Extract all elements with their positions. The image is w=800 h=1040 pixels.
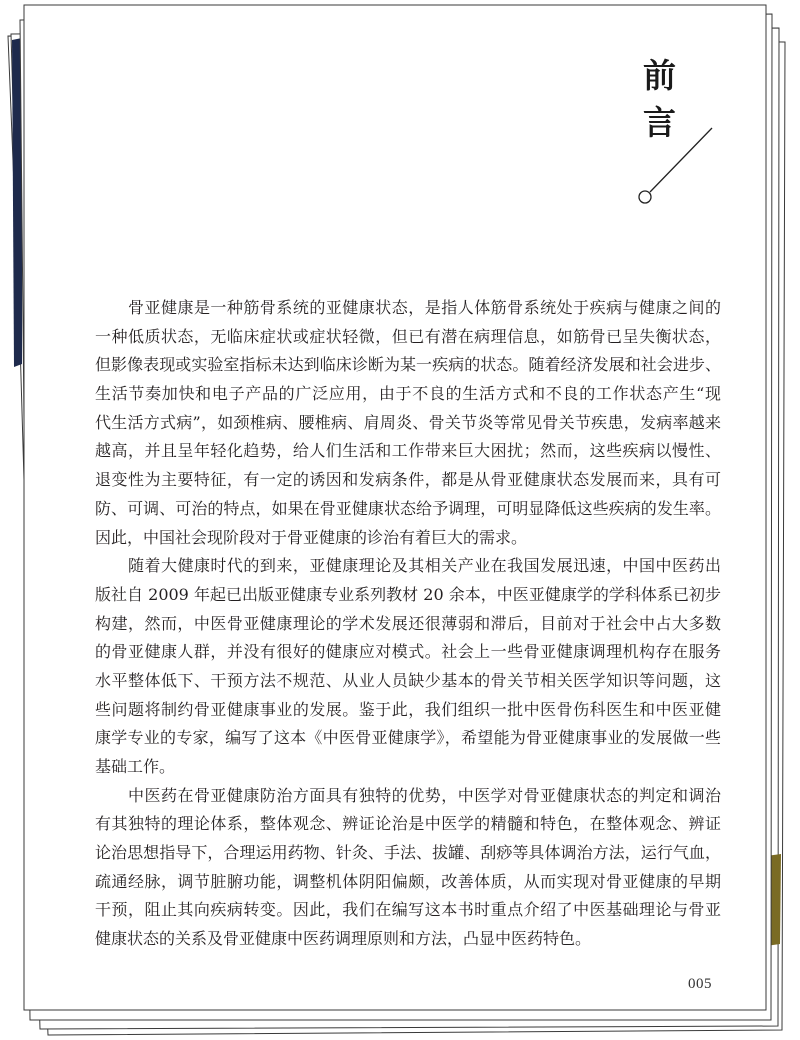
text-line: 的骨亚健康人群，并没有很好的健康应对模式。社会上一些骨亚健康调理机构存在服务 [95, 642, 721, 662]
paragraph [95, 552, 721, 782]
decorative-circle [639, 191, 651, 203]
text-line: 干预，阻止其向疾病转变。因此，我们在编写这本书时重点介绍了中医基础理论与骨亚 [95, 900, 721, 920]
text-line: 中医药在骨亚健康防治方面具有独特的优势，中医学对骨亚健康状态的判定和调治 [128, 785, 721, 805]
preface-body [95, 294, 721, 954]
text-line: 防、可调、可治的特点，如果在骨亚健康状态给予调理，可明显降低这些疾病的发生率。 [95, 498, 721, 518]
paragraph [95, 294, 721, 552]
text-line: 一种低质状态，无临床症状或症状轻微，但已有潜在病理信息，如筋骨已呈失衡状态， [95, 326, 721, 346]
preface-title: 前言 [638, 58, 677, 152]
text-line: 康学专业的专家，编写了这本《中医骨亚健康学》，希望能为骨亚健康事业的发展做一些 [95, 728, 721, 748]
text-line: 生活节奏加快和电子产品的广泛应用，由于不良的生活方式和不良的工作状态产生“现 [95, 384, 721, 404]
text-line: 版社自 2009 年起已出版亚健康专业系列教材 20 余本，中医亚健康学的学科体系已初步 [95, 584, 721, 604]
text-line: 健康状态的关系及骨亚健康中医药调理原则和方法，凸显中医药特色。 [95, 929, 592, 949]
text-line: 论治思想指导下，合理运用药物、针灸、手法、拔罐、刮痧等具体调治方法，运行气血， [95, 843, 721, 863]
text-line: 代生活方式病”，如颈椎病、腰椎病、肩周炎、骨关节炎等常见骨关节疾患，发病率越来 [95, 412, 721, 432]
text-line: 疏通经脉，调节脏腑功能，调整机体阴阳偏颇，改善体质，从而实现对骨亚健康的早期 [95, 871, 721, 891]
text-line: 构建，然而，中医骨亚健康理论的学术发展还很薄弱和滞后，目前对于社会中占大多数 [95, 613, 721, 633]
text-line: 骨亚健康是一种筋骨系统的亚健康状态，是指人体筋骨系统处于疾病与健康之间的 [128, 298, 721, 317]
text-line: 越高，并且呈年轻化趋势，给人们生活和工作带来巨大困扰；然而，这些疾病以慢性、 [95, 441, 721, 461]
text-line: 些问题将制约骨亚健康事业的发展。鉴于此，我们组织一批中医骨伤科医生和中医亚健 [95, 699, 721, 719]
page-number: 005 [688, 976, 712, 992]
text-line: 有其独特的理论体系，整体观念、辨证论治是中医学的精髓和特色，在整体观念、辨证 [95, 814, 721, 834]
text-line: 退变性为主要特征，有一定的诱因和发病条件，都是从骨亚健康状态发展而来，具有可 [95, 470, 721, 490]
text-line: 但影像表现或实验室指标未达到临床诊断为某一疾病的状态。随着经济发展和社会进步、 [95, 355, 721, 375]
text-line: 基础工作。 [95, 757, 176, 776]
text-line: 水平整体低下、干预方法不规范、从业人员缺少基本的骨关节相关医学知识等问题，这 [95, 670, 721, 690]
text-line: 随着大健康时代的到来，亚健康理论及其相关产业在我国发展迅速，中国中医药出 [128, 556, 721, 576]
text-line: 因此，中国社会现阶段对于骨亚健康的诊治有着巨大的需求。 [95, 527, 528, 547]
paragraph [95, 782, 721, 954]
